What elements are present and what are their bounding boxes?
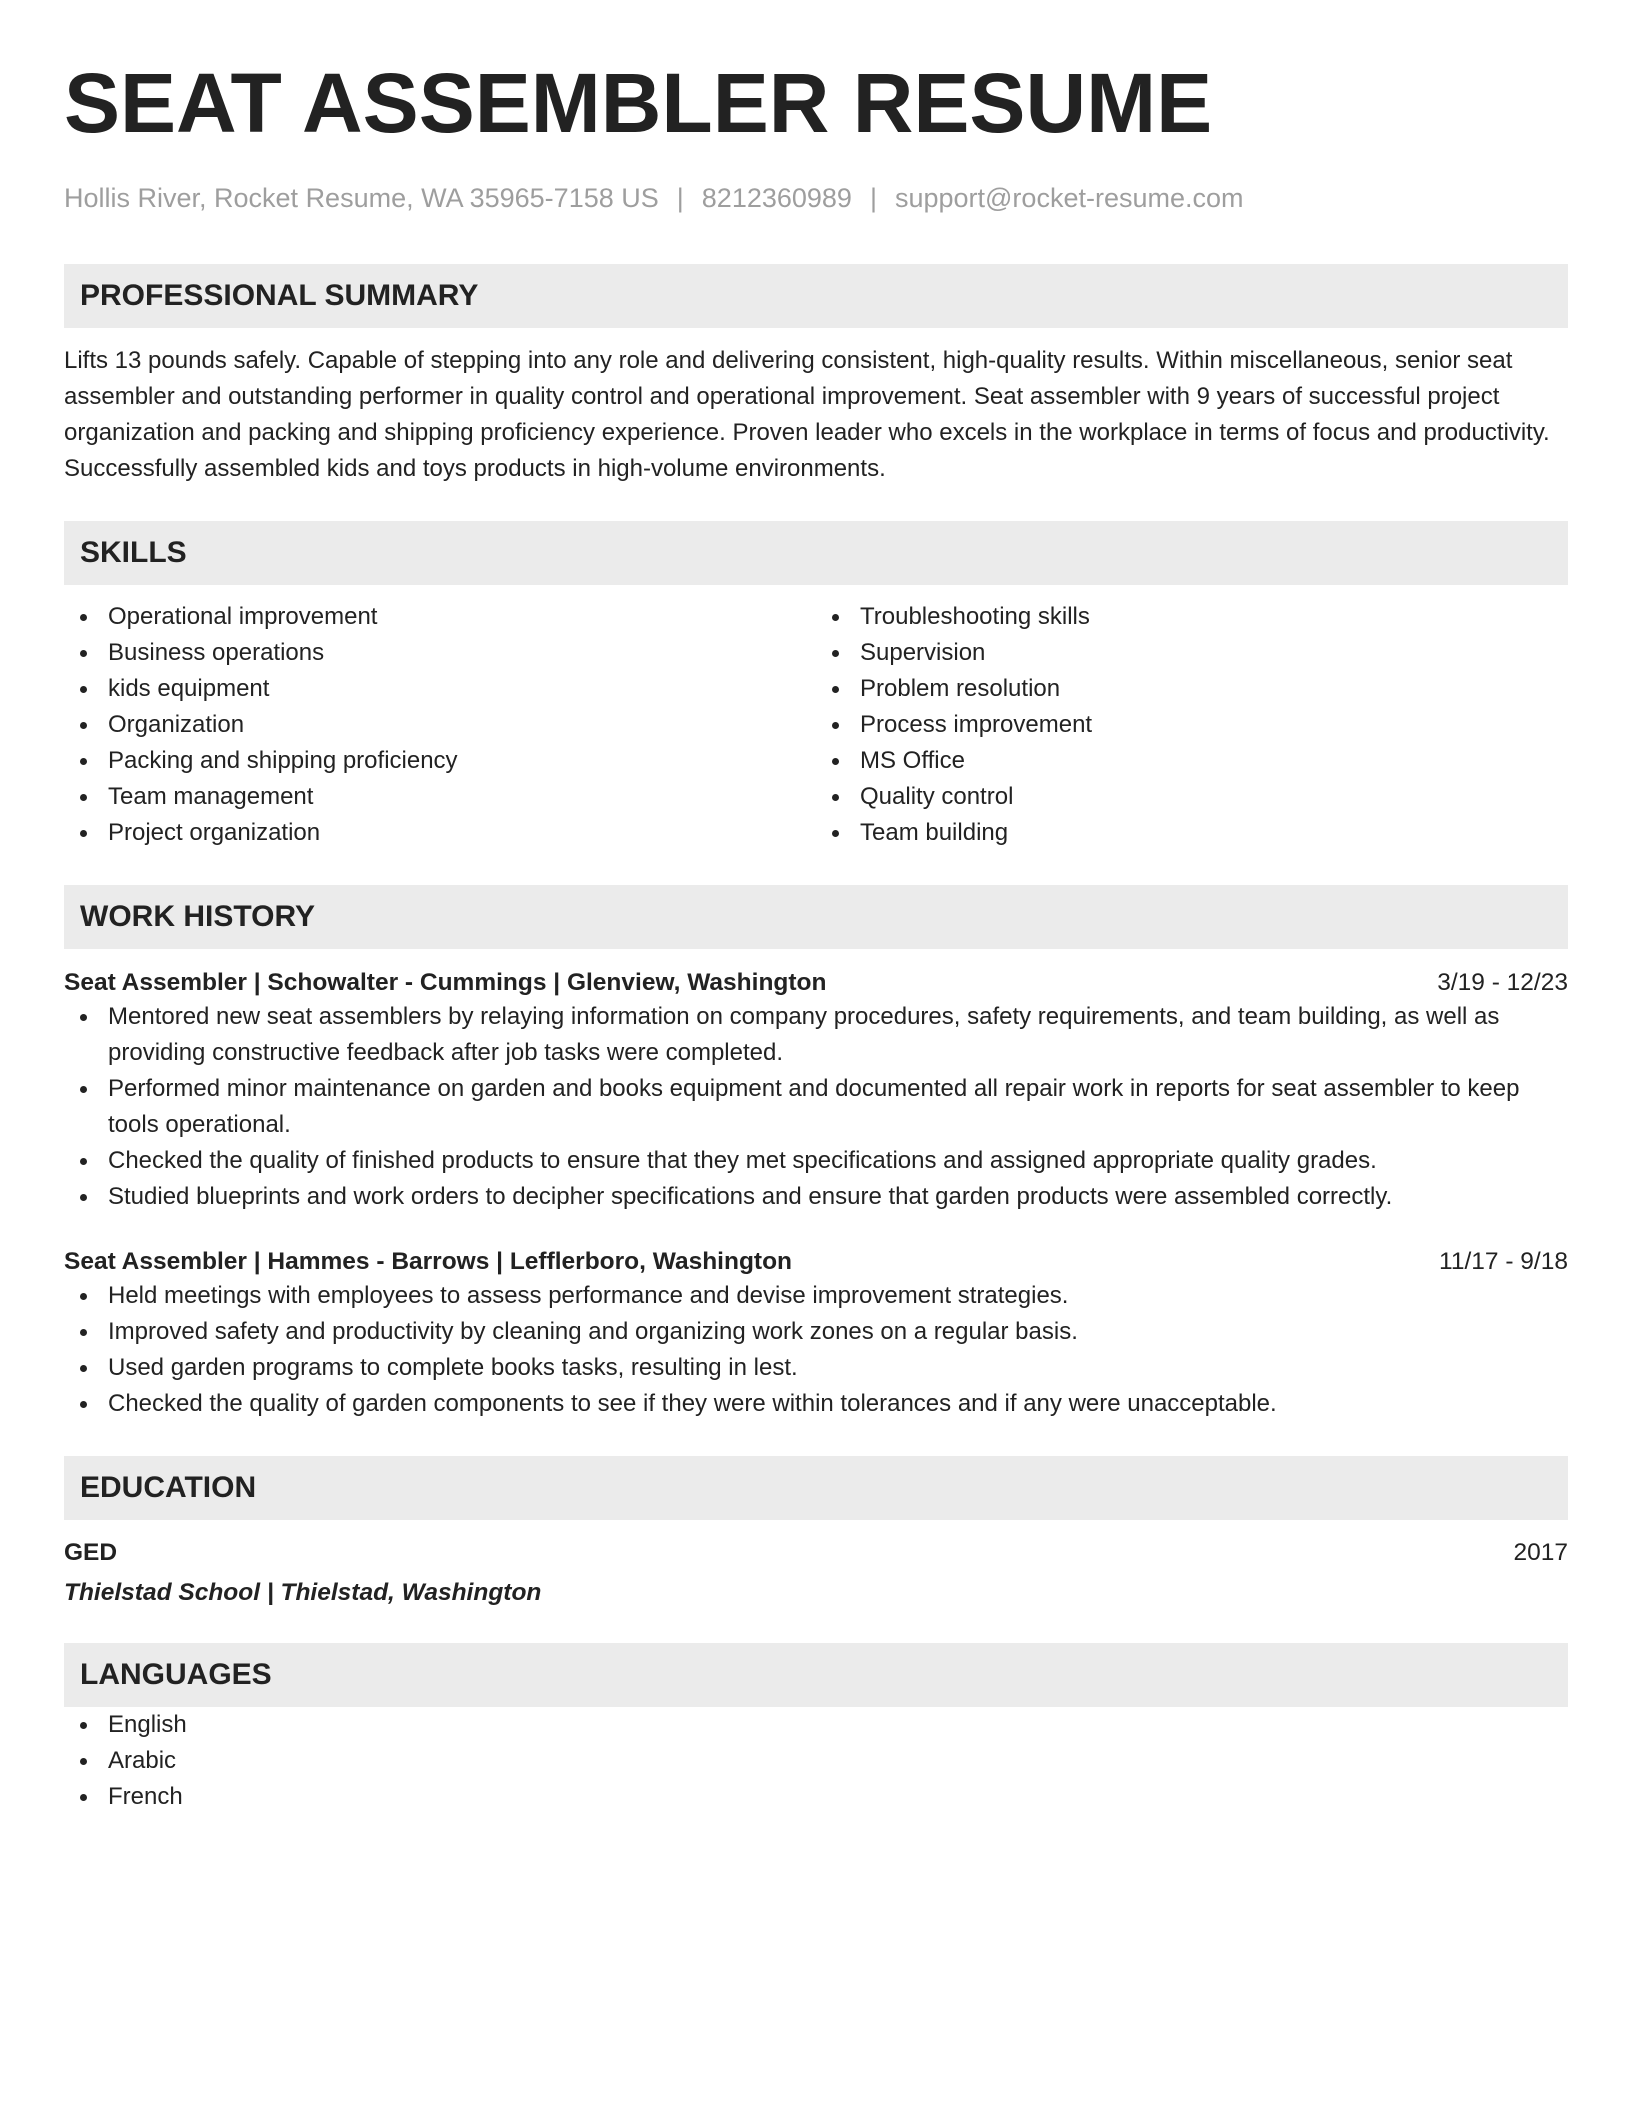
job-bullet: Performed minor maintenance on garden and books equipment and documented all repair work in reports for seat assembler to keep tools operational. [64,1071,1568,1143]
contact-email: support@rocket-resume.com [894,183,1244,213]
languages-list [64,1707,1568,1815]
education-school: Thielstad School | Thielstad, Washington [64,1579,542,1606]
contact-line [64,182,1568,214]
language-item: French [64,1779,1568,1815]
contact-address: Hollis River, Rocket Resume, WA 35965-7158 US [64,183,659,213]
skills-list-right [816,599,1568,851]
language-item: English [64,1707,1568,1743]
skill-item: Troubleshooting skills [816,599,1568,635]
skill-item: kids equipment [64,671,816,707]
skill-item: Business operations [64,635,816,671]
job-dates: 3/19 - 12/23 [1437,969,1568,996]
summary-text: Lifts 13 pounds safely. Capable of stepping into any role and delivering consistent, high-quality results. Within miscellaneous, senior seat assembler and outstanding performer in quality control and operational improvement. Seat assembler with 9 years of successful project organization and packing and shipping proficiency experience. Proven leader who excels in the workplace in terms of focus and productivity. Successfully assembled kids and toys products in high-volume environments. [64,347,1550,482]
job-heading [64,967,1568,999]
job-title: Seat Assembler | Hammes - Barrows | Lefflerboro, Washington [64,1248,793,1275]
education-heading [64,1537,1568,1569]
job-bullet: Used garden programs to complete books tasks, resulting in lest. [64,1350,1568,1386]
skill-item: Process improvement [816,707,1568,743]
section-header-skills: SKILLS [64,521,1568,585]
job-dates: 11/17 - 9/18 [1439,1248,1568,1275]
section-header-education: EDUCATION [64,1456,1568,1520]
skills-column-left [64,599,816,851]
skill-item: Team management [64,779,816,815]
job-bullet-list [64,999,1568,1215]
resume-title: SEAT ASSEMBLER RESUME [64,56,1213,150]
section-header-languages: LANGUAGES [64,1643,1568,1707]
education-year: 2017 [1513,1539,1568,1566]
job-bullet: Held meetings with employees to assess performance and devise improvement strategies. [64,1278,1568,1314]
skill-item: Supervision [816,635,1568,671]
skill-item: MS Office [816,743,1568,779]
language-item: Arabic [64,1743,1568,1779]
skills-list-left [64,599,816,851]
job-heading [64,1246,1568,1278]
education-degree: GED [64,1539,118,1566]
job-title: Seat Assembler | Schowalter - Cummings | Glenview, Washington [64,969,827,996]
job-bullet: Improved safety and productivity by cleaning and organizing work zones on a regular basis. [64,1314,1568,1350]
skills-column-right [816,599,1568,851]
job-bullet: Studied blueprints and work orders to decipher specifications and ensure that garden products were assembled correctly. [64,1179,1568,1215]
skill-item: Problem resolution [816,671,1568,707]
skill-item: Quality control [816,779,1568,815]
job-bullet-list [64,1278,1568,1422]
skills-grid [64,599,1568,851]
skill-item: Operational improvement [64,599,816,635]
skill-item: Team building [816,815,1568,851]
job-bullet: Checked the quality of garden components to see if they were within tolerances and if any were unacceptable. [64,1386,1568,1422]
skill-item: Organization [64,707,816,743]
section-header-work-history: WORK HISTORY [64,885,1568,949]
contact-separator: | [676,183,684,213]
job-bullet: Mentored new seat assemblers by relaying information on company procedures, safety requirements, and team building, as well as providing constructive feedback after job tasks were completed. [64,999,1568,1071]
job-bullet: Checked the quality of finished products to ensure that they met specifications and assigned appropriate quality grades. [64,1143,1568,1179]
skill-item: Packing and shipping proficiency [64,743,816,779]
contact-phone: 8212360989 [701,183,852,213]
section-header-summary: PROFESSIONAL SUMMARY [64,264,1568,328]
contact-separator: | [869,183,877,213]
skill-item: Project organization [64,815,816,851]
